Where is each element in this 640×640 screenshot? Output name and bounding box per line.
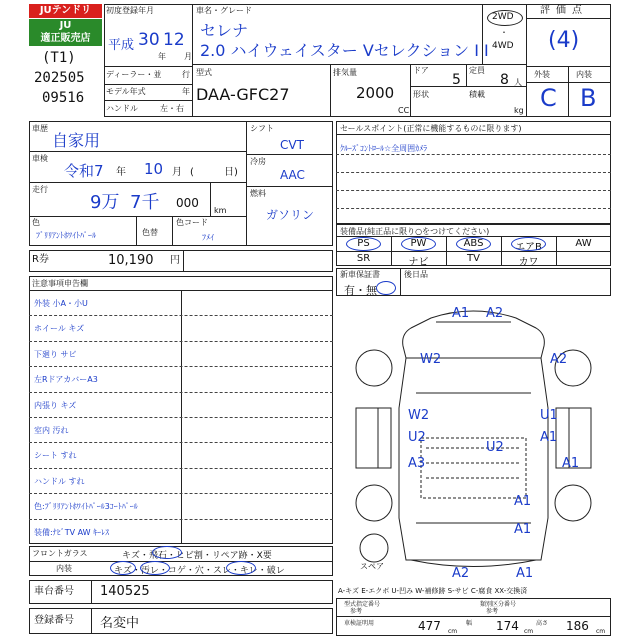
model-year-label: モデル年式 <box>106 87 146 96</box>
len-value: 477 <box>418 619 441 633</box>
chassis-label: 車台番号 <box>34 586 74 597</box>
dealer-logo: 適正販売店 <box>29 32 102 46</box>
shift-value: CVT <box>280 138 304 152</box>
car-grade: 2.0 ハイウェイスター Vセレクション I I <box>200 41 489 60</box>
handle-value: 左・右 <box>160 104 184 113</box>
displacement-unit: CC <box>398 106 410 115</box>
inspection-month: 10 <box>144 160 164 178</box>
car-name: セレナ <box>200 21 249 40</box>
mileage-rest: 000 <box>176 196 199 210</box>
color-code-value: ﾌﾒｲ <box>202 233 214 242</box>
equipment-item: カワ <box>518 257 539 268</box>
dealer-row-right: 行 <box>182 70 190 79</box>
interior-circle-1 <box>110 561 136 575</box>
inspection-year-unit: 年 <box>116 167 126 178</box>
inspection-era: 令和7 <box>64 162 104 180</box>
displacement-label: 排気量 <box>333 68 357 77</box>
warranty-label: 新車保証書 <box>340 270 380 279</box>
lot-number-1: 202505 <box>34 70 85 86</box>
legend-text: A-キズ E-エクボ U-凹み W-補修跡 S-サビ C-腐食 XX-交換済 <box>338 587 528 595</box>
mileage-unit: km <box>214 206 227 215</box>
damage-mark: A2 <box>486 306 504 321</box>
reg-label: 登録番号 <box>34 615 74 626</box>
int-grade: B <box>580 84 597 112</box>
post-date-label: 後日品 <box>404 270 428 279</box>
len-unit: cm <box>448 628 458 635</box>
car-diagram <box>336 298 611 584</box>
damage-mark: A1 <box>562 456 580 471</box>
equipment-item: エアB <box>515 242 542 253</box>
equipment-circle <box>346 237 381 251</box>
note-item: 色:ﾌﾞﾘﾘｱﾝﾄﾎﾜｲﾄﾊﾟｰﾙ3ｺｰﾄﾊﾟｰﾙ <box>34 502 138 512</box>
chassis-frame <box>29 580 333 604</box>
spare-label: スペア <box>360 562 384 571</box>
mileage-label: 走行 <box>32 185 48 194</box>
door-value: 5 <box>452 72 461 88</box>
reg-value: 名変中 <box>100 616 140 631</box>
glass-label: フロントガラス <box>32 549 88 558</box>
first-reg-era: 平成 <box>108 38 135 53</box>
warranty-value: 有・無 <box>344 284 377 297</box>
damage-mark: A1 <box>452 306 470 321</box>
damage-mark: U2 <box>486 440 504 455</box>
recycle-value: 10,190 <box>108 253 154 268</box>
load-unit: kg <box>514 106 524 115</box>
displacement-value: 2000 <box>356 84 395 102</box>
hgt-label: 高さ <box>536 620 549 627</box>
first-reg-label: 初度登録年月 <box>106 6 154 15</box>
wid-label: 幅 <box>466 620 473 627</box>
car-name-label: 車名・グレード <box>196 6 252 15</box>
capacity-value: 8 <box>500 72 509 88</box>
interior-value: キズ・汚レ・コゲ・穴・スレ・キレ・破レ <box>114 566 285 576</box>
equipment-item: TV <box>467 253 480 264</box>
drive-4wd: 4WD <box>492 41 514 51</box>
ac-label: 冷房 <box>250 157 266 166</box>
damage-mark: A1 <box>516 566 534 581</box>
equipment-circle <box>401 237 436 251</box>
note-item: 下廻り サビ <box>34 349 77 359</box>
sales-point-label: セールスポイント(正常に機能するものに限ります) <box>340 124 522 133</box>
sales-point-line1: ｸﾙｰｽﾞｺﾝﾄﾛｰﾙ☆全周囲ｶﾒﾗ <box>340 144 428 153</box>
note-item: シート すれ <box>34 451 77 461</box>
equipment-item: PW <box>410 238 427 249</box>
color-code-label: 色コード <box>176 218 208 227</box>
class-label: 類別区分番号 <box>480 601 517 608</box>
chassis-value: 140525 <box>100 584 150 599</box>
interior-circle-3 <box>226 561 256 575</box>
warranty-circle <box>376 281 396 295</box>
note-item: 装備:ﾅﾋﾞTV AW ｷｰﾚｽ <box>34 527 110 537</box>
equipment-item: ABS <box>463 238 484 249</box>
usage-value: 自家用 <box>52 131 101 150</box>
inspection-paren: ( <box>190 167 194 178</box>
mileage-man: 9万 <box>90 192 120 213</box>
recycle-frame <box>29 250 333 272</box>
first-reg-month-unit: 月 <box>184 52 192 61</box>
fuel-value: ガソリン <box>266 208 315 222</box>
damage-mark: A2 <box>452 566 470 581</box>
drive-dot: ・ <box>500 28 508 37</box>
wid-unit: cm <box>524 628 534 635</box>
repaint-label: 色替 <box>142 228 158 237</box>
logo-block <box>29 4 102 46</box>
glass-circle <box>152 546 182 559</box>
damage-mark: W2 <box>408 408 430 423</box>
usage-label: 車歴 <box>32 124 48 133</box>
damage-mark: A3 <box>408 456 426 471</box>
fuel-label: 燃料 <box>250 189 266 198</box>
load-label: 積載 <box>469 90 485 99</box>
equipment-item: PS <box>357 238 370 249</box>
hgt-unit: cm <box>596 628 606 635</box>
interior-label: 内装 <box>56 564 72 573</box>
damage-mark: A1 <box>514 522 532 537</box>
first-reg-year-unit: 年 <box>158 52 166 61</box>
damage-mark: U1 <box>540 408 558 423</box>
recycle-label: R券 <box>32 254 49 265</box>
notes-label: 注意事項申告欄 <box>32 279 88 288</box>
handle-label: ハンドル <box>106 104 138 113</box>
door-label: ドア <box>413 66 429 75</box>
equipment-item: ナビ <box>408 257 429 268</box>
mileage-sen: 7千 <box>130 192 160 213</box>
capacity-label: 定員 <box>469 66 485 75</box>
recycle-unit: 円 <box>170 255 180 266</box>
model-value: DAA-GFC27 <box>196 85 290 104</box>
equipment-circle <box>456 237 491 251</box>
dealer-row-label: ディーラー・並 <box>106 70 162 79</box>
cert-label: 型式指定番号 <box>344 601 381 608</box>
drive-2wd: 2WD <box>492 12 514 22</box>
damage-mark: U2 <box>408 430 426 445</box>
inspection-month-unit: 月 <box>172 167 182 178</box>
capacity-unit: 人 <box>514 78 522 87</box>
damage-mark: A1 <box>514 494 532 509</box>
shape-label: 形状 <box>413 90 429 99</box>
color-label: 色 <box>32 218 40 227</box>
first-reg-year: 30 <box>138 30 160 50</box>
lot-number-2: 09516 <box>42 90 85 106</box>
note-item: ハンドル すれ <box>34 476 85 486</box>
interior-circle-2 <box>140 561 170 575</box>
len-label: 車検証明用 <box>344 620 375 627</box>
inspection-label: 車検 <box>32 154 48 163</box>
damage-mark: A2 <box>550 352 568 367</box>
grade-label: 評価点 <box>540 5 588 16</box>
ju-logo: JU <box>29 19 102 32</box>
note-item: 左RドアカバーA3 <box>34 375 98 385</box>
shift-label: シフト <box>250 124 274 133</box>
damage-mark: A1 <box>540 430 558 445</box>
color-value: ﾌﾞﾘﾘｱﾝﾄﾎﾜｲﾄﾊﾟｰﾙ <box>36 231 96 240</box>
wid-value: 174 <box>496 619 519 633</box>
equipment-item: SR <box>356 253 371 264</box>
hgt-value: 186 <box>566 619 589 633</box>
ref-1: 参考 <box>350 608 363 615</box>
ac-value: AAC <box>280 168 305 182</box>
grade-score: (4) <box>548 28 580 53</box>
inspection-day-unit: 日) <box>224 167 238 178</box>
lot-prefix: (T1) <box>42 50 76 66</box>
glass-value: キズ・飛石・ヒビ割・リペア跡・X要 <box>122 551 272 561</box>
equipment-circle <box>511 237 546 251</box>
equipment-item: AW <box>575 238 592 249</box>
ext-label: 外装 <box>534 70 550 79</box>
int-label: 内装 <box>576 70 592 79</box>
note-item: ホイール キズ <box>34 324 85 334</box>
model-label: 型式 <box>196 68 212 77</box>
brand-logo: JUテンドリ <box>29 4 102 18</box>
note-item: 室内 汚れ <box>34 426 69 435</box>
damage-mark: W2 <box>420 352 442 367</box>
first-reg-month: 12 <box>163 30 185 50</box>
note-item: 内張り キズ <box>34 400 77 410</box>
equipment-label: 装備品(純正品に限り○をつけてください) <box>340 227 490 236</box>
ref-2: 参考 <box>486 608 499 615</box>
model-year-right: 年 <box>182 87 190 96</box>
note-item: 外装 小A・小U <box>34 299 88 308</box>
ext-grade: C <box>540 84 557 112</box>
reg-frame <box>29 608 333 634</box>
